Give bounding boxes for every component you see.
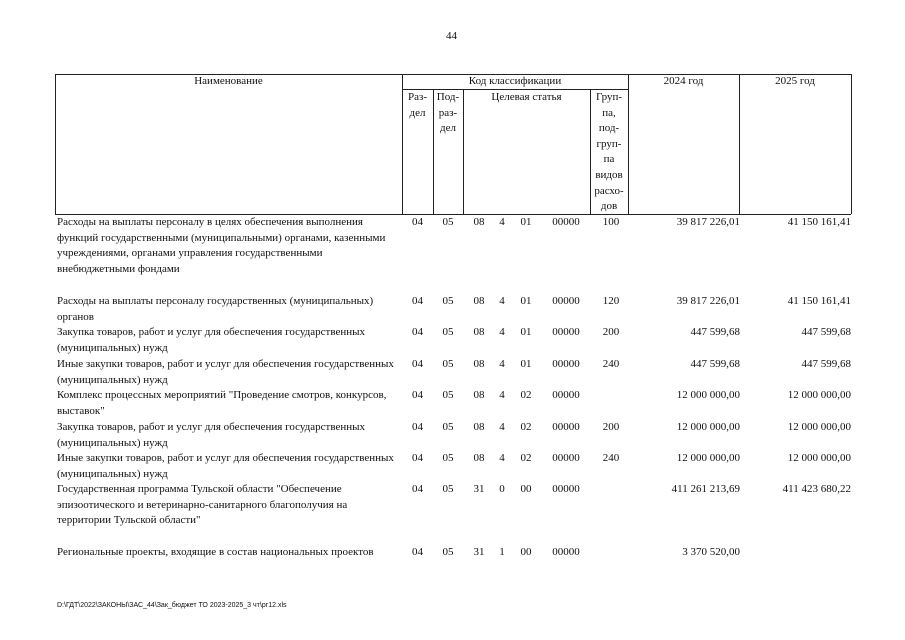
row-code-a: 08 [473, 421, 485, 433]
border-left [55, 74, 56, 214]
row-code-pr: 05 [442, 216, 454, 228]
row-code-a: 08 [473, 389, 485, 401]
row-code-b: 0 [499, 483, 505, 495]
row-name: Комплекс процессных мероприятий "Проведение смотров, конкурсов, выставок" [57, 389, 387, 417]
header-code-group: Код классификации [468, 75, 562, 87]
row-code-r: 04 [412, 216, 423, 228]
row-code-d: 00000 [552, 216, 580, 228]
page-number: 44 [446, 30, 457, 42]
header-section: Раз- дел [407, 91, 427, 119]
header-subsection: Под- раз- дел [436, 91, 460, 135]
row-code-b: 4 [499, 295, 505, 307]
row-code-c: 02 [520, 389, 532, 401]
row-code-b: 4 [499, 452, 505, 464]
row-code-b: 4 [499, 216, 505, 228]
row-code-d: 00000 [552, 421, 580, 433]
row-name: Иные закупки товаров, работ и услуг для обеспечения государственных (муниципальных) нужд [57, 452, 394, 480]
row-code-c: 01 [520, 326, 532, 338]
row-code-a: 31 [473, 546, 485, 558]
row-code-d: 00000 [552, 389, 580, 401]
header-year-2025: 2025 год [775, 75, 815, 87]
row-code-c: 02 [520, 452, 532, 464]
row-code-r: 04 [412, 389, 423, 401]
row-code-vr: 100 [602, 216, 620, 228]
row-code-vr: 200 [602, 326, 620, 338]
row-code-pr: 05 [442, 421, 454, 433]
row-code-a: 08 [473, 295, 485, 307]
row-amount-2025: 41 150 161,41 [787, 216, 851, 228]
divider-year1-year2 [739, 74, 740, 214]
row-amount-2025: 447 599,68 [801, 326, 851, 338]
header-name: Наименование [194, 75, 263, 87]
row-amount-2024: 39 817 226,01 [676, 295, 740, 307]
row-code-r: 04 [412, 452, 423, 464]
row-code-vr: 240 [602, 452, 620, 464]
row-name: Расходы на выплаты персоналу в целях обеспечения выполнения функций государственными (муниципальными) органами, казенными учреждениями, органами управления государственными внебюджетными фондами [57, 216, 386, 275]
row-code-a: 31 [473, 483, 485, 495]
row-code-c: 01 [520, 216, 532, 228]
row-amount-2024: 12 000 000,00 [676, 452, 740, 464]
row-name: Иные закупки товаров, работ и услуг для обеспечения государственных (муниципальных) нужд [57, 358, 394, 386]
row-amount-2025: 41 150 161,41 [787, 295, 851, 307]
border-right [851, 74, 852, 214]
row-code-d: 00000 [552, 452, 580, 464]
row-code-d: 00000 [552, 358, 580, 370]
divider-code-year1 [628, 74, 629, 214]
row-code-b: 4 [499, 389, 505, 401]
row-code-d: 00000 [552, 546, 580, 558]
header-year-2024: 2024 год [663, 75, 704, 87]
row-amount-2024: 447 599,68 [690, 358, 740, 370]
row-code-c: 00 [520, 483, 532, 495]
row-code-pr: 05 [442, 483, 454, 495]
row-code-b: 4 [499, 326, 505, 338]
row-code-c: 01 [520, 295, 532, 307]
row-code-vr: 120 [602, 295, 620, 307]
row-code-r: 04 [412, 358, 423, 370]
row-amount-2024: 411 261 213,69 [671, 483, 740, 495]
row-amount-2024: 12 000 000,00 [676, 389, 740, 401]
row-code-pr: 05 [442, 295, 454, 307]
row-name: Закупка товаров, работ и услуг для обеспечения государственных (муниципальных) нужд [57, 421, 366, 449]
row-code-a: 08 [473, 326, 485, 338]
row-code-c: 02 [520, 421, 532, 433]
row-amount-2024: 3 370 520,00 [682, 546, 740, 558]
row-name: Закупка товаров, работ и услуг для обеспечения государственных (муниципальных) нужд [57, 326, 366, 354]
header-target-article: Целевая статья [491, 91, 562, 103]
row-amount-2025: 12 000 000,00 [787, 389, 851, 401]
row-code-r: 04 [412, 546, 423, 558]
row-code-a: 08 [473, 216, 485, 228]
divider-subsection [463, 89, 464, 214]
file-path-footer: D:\ГДТ\2022\ЗАКОНЫ\ЗАС_44\Зак_бюджет ТО 2023-2025_3 чт\рг12.xls [57, 602, 287, 609]
row-amount-2025: 447 599,68 [801, 358, 851, 370]
row-code-a: 08 [473, 358, 485, 370]
row-amount-2024: 447 599,68 [690, 326, 740, 338]
row-code-a: 08 [473, 452, 485, 464]
row-code-c: 01 [520, 358, 532, 370]
row-code-b: 4 [499, 421, 505, 433]
header-expense-group: Груп- па, под- груп- па видов расхо- дов [594, 91, 624, 213]
row-code-r: 04 [412, 295, 423, 307]
row-code-r: 04 [412, 421, 423, 433]
row-code-c: 00 [520, 546, 532, 558]
row-name: Государственная программа Тульской области "Обеспечение эпизоотического и ветеринарно-санитарного благополучия на территории Тульской области" [57, 483, 348, 527]
row-code-vr: 240 [602, 358, 620, 370]
row-amount-2025: 411 423 680,22 [782, 483, 851, 495]
row-code-r: 04 [412, 483, 423, 495]
row-amount-2024: 39 817 226,01 [676, 216, 740, 228]
row-amount-2025: 12 000 000,00 [787, 452, 851, 464]
row-code-b: 4 [499, 358, 505, 370]
row-amount-2024: 12 000 000,00 [676, 421, 740, 433]
row-code-d: 00000 [552, 326, 580, 338]
row-code-pr: 05 [442, 389, 454, 401]
row-code-b: 1 [499, 546, 505, 558]
table-header [55, 74, 851, 214]
row-code-d: 00000 [552, 483, 580, 495]
row-code-pr: 05 [442, 546, 454, 558]
row-code-vr: 200 [602, 421, 620, 433]
row-code-pr: 05 [442, 358, 454, 370]
row-amount-2025: 12 000 000,00 [787, 421, 851, 433]
row-code-pr: 05 [442, 326, 454, 338]
row-name: Расходы на выплаты персоналу государственных (муниципальных) органов [57, 295, 374, 323]
row-code-d: 00000 [552, 295, 580, 307]
row-code-r: 04 [412, 326, 423, 338]
row-code-pr: 05 [442, 452, 454, 464]
row-name: Региональные проекты, входящие в состав национальных проектов [57, 546, 374, 558]
